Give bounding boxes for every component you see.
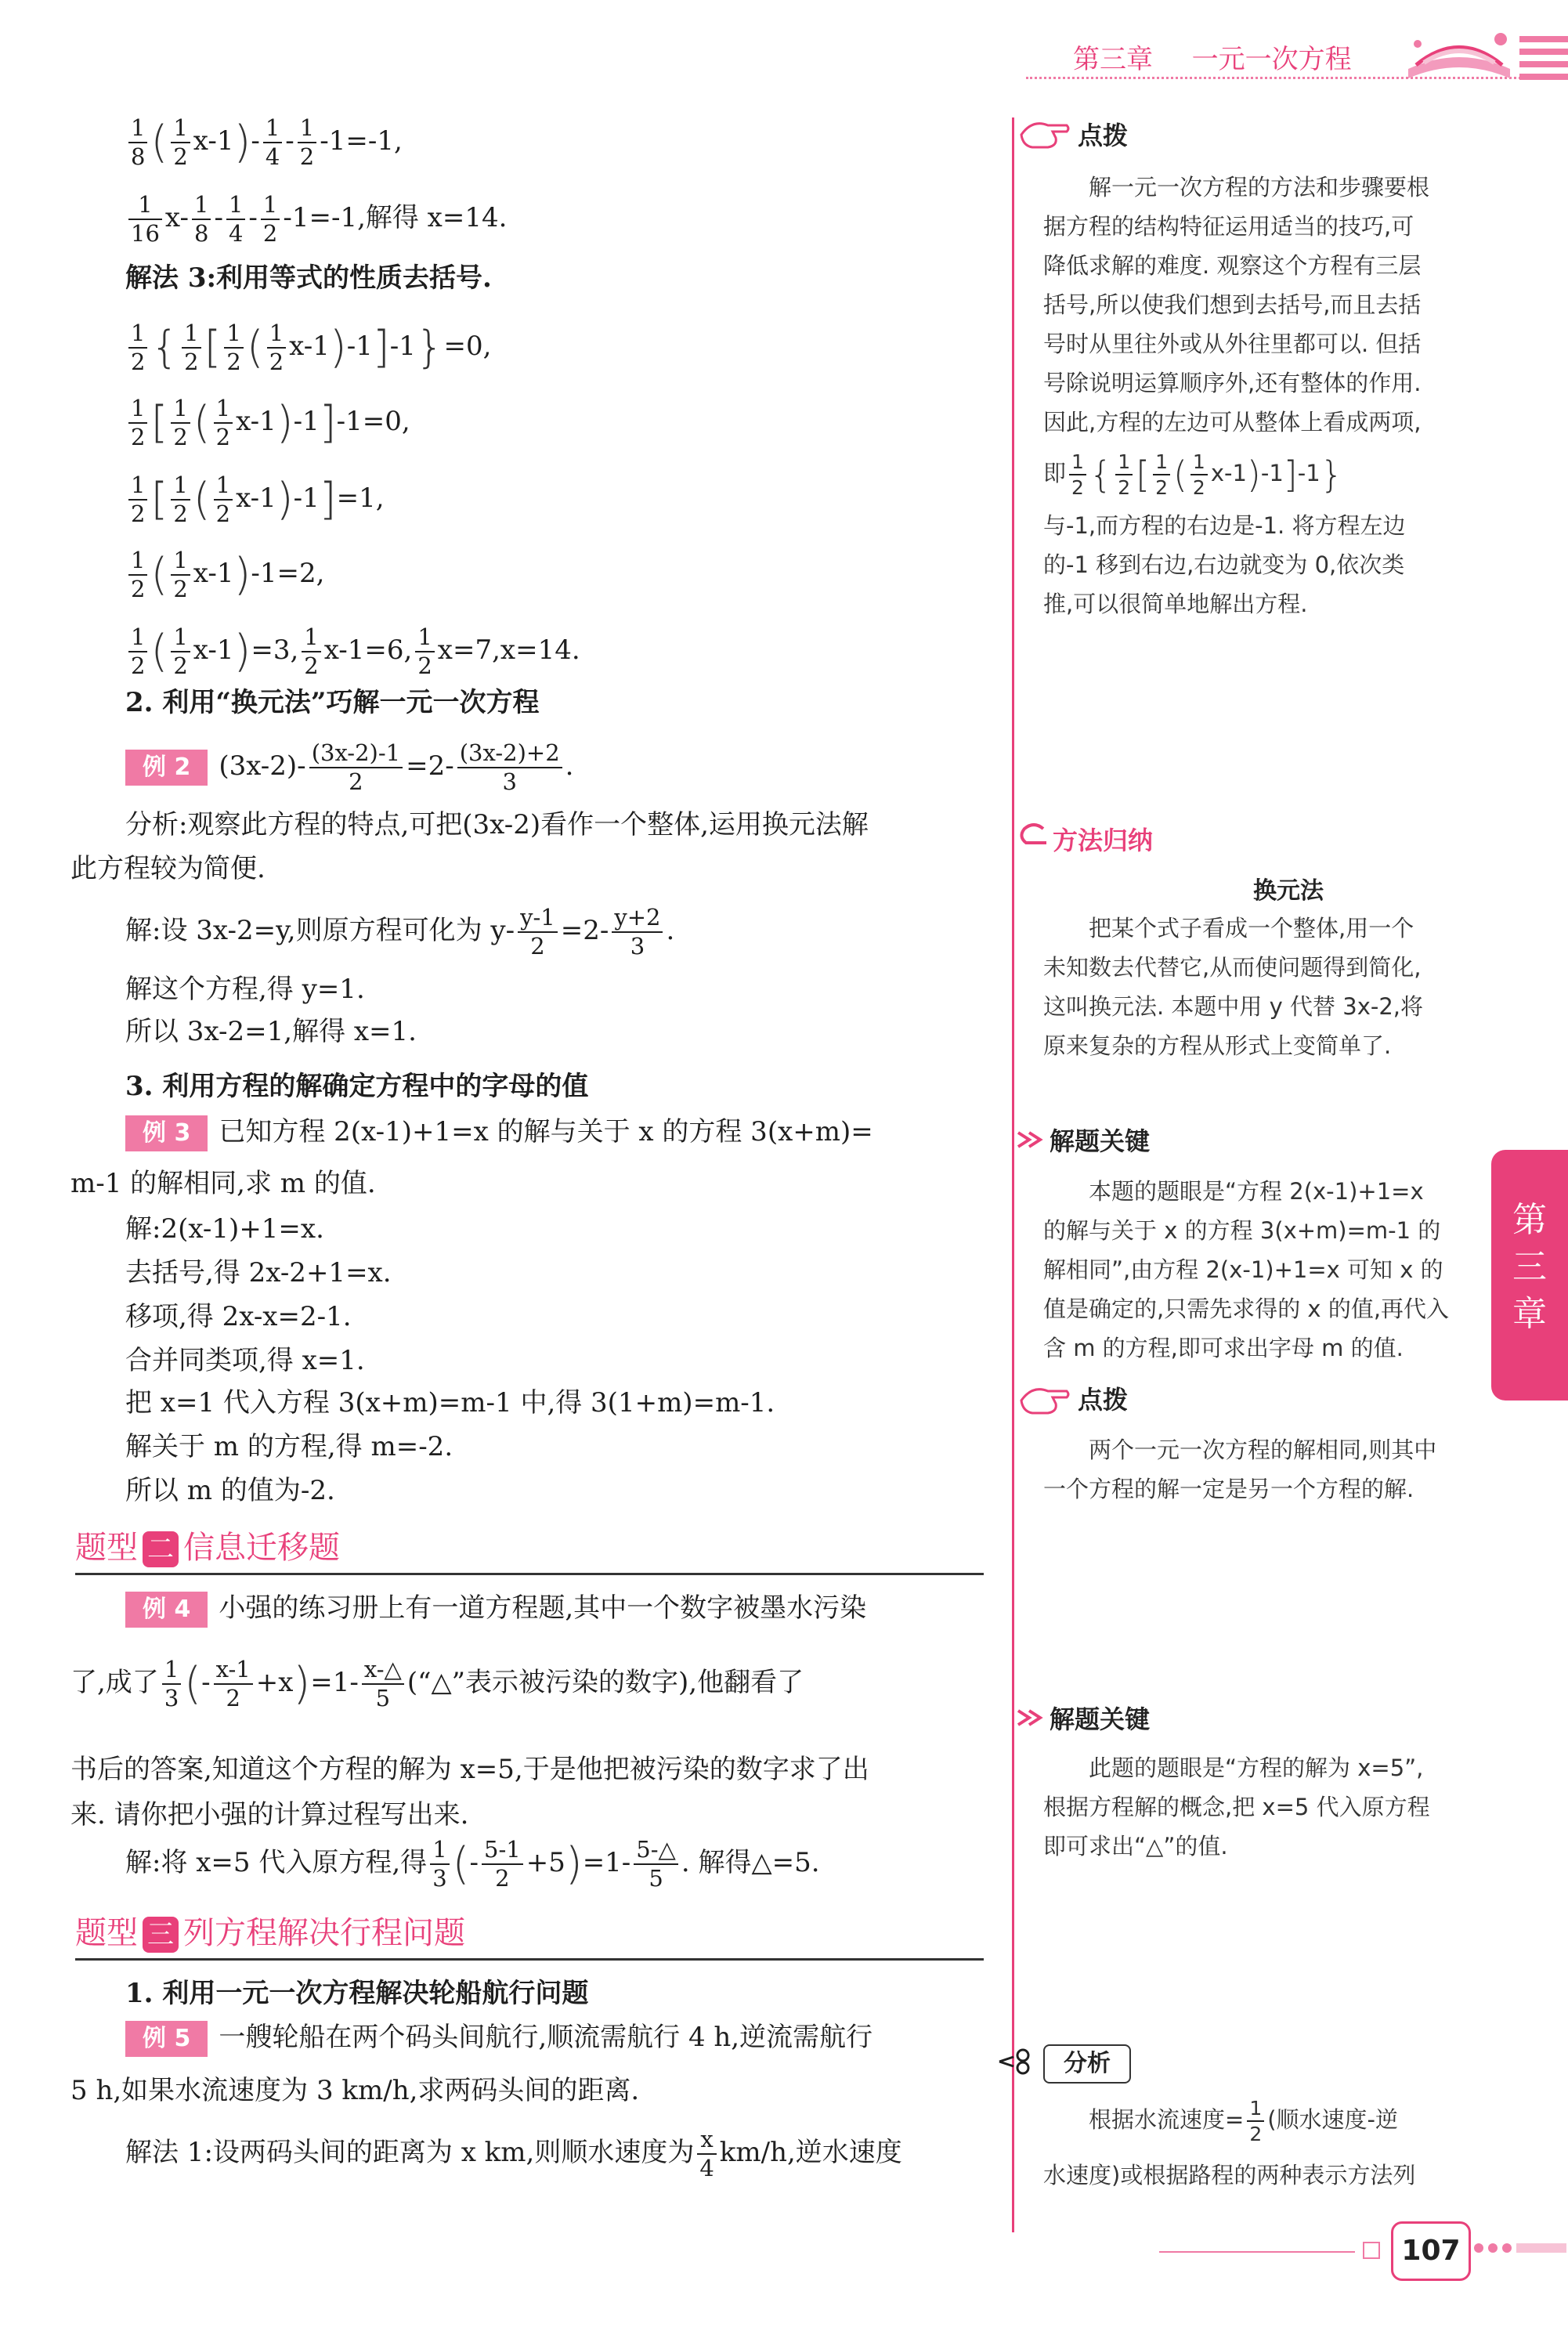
example-3-line-2: m-1 的解相同,求 m 的值. [70, 1168, 376, 1199]
example-5-line-1: 例 5 一艘轮船在两个码头间航行,顺流需航行 4 h,逆流需航行 [125, 2018, 873, 2057]
solution-3-line-2: 去括号,得 2x-2+1=x. [125, 1257, 392, 1288]
solution-3-line-1: 解:2(x-1)+1=x. [125, 1213, 324, 1245]
pointing-hand-icon [1017, 111, 1071, 158]
hint-1-line-10: 推,可以很简单地解出方程. [1043, 591, 1308, 617]
type-2-heading: 题型 二 信息迁移题 [75, 1523, 984, 1575]
solution-2-line-2: 解这个方程,得 y=1. [125, 974, 365, 1005]
column-divider [1012, 117, 1014, 2232]
solution-3-line-4: 合并同类项,得 x=1. [125, 1345, 365, 1376]
key-1-line-3: 解相同”,由方程 2(x-1)+1=x 可知 x 的 [1043, 1256, 1443, 1283]
solution-5-line-1: 解法 1:设两码头间的距离为 x km,则顺水速度为 $\frac{x}{4}$ km/h,逆水速度 [125, 2126, 902, 2181]
example-4-line-4: 来. 请你把小强的计算过程写出来. [70, 1799, 469, 1831]
hint-1-line-8: 与-1,而方程的右边是-1. 将方程左边 [1043, 512, 1406, 539]
hint-1-line-7: 因此,方程的左边可从整体上看成两项, [1043, 409, 1422, 436]
example-4-line-1: 例 4 小强的练习册上有一道方程题,其中一个数字被墨水污染 [125, 1588, 866, 1628]
key-2-line-1: 此题的题眼是“方程的解为 x=5”, [1089, 1755, 1424, 1781]
hint-1-line-4: 括号,所以使我们想到去括号,而且去括 [1043, 291, 1422, 318]
solution-3-line-7: 所以 m 的值为-2. [125, 1475, 335, 1506]
example-4-tag: 例 4 [125, 1592, 208, 1628]
analysis-2-line-2: 此方程较为简便. [70, 853, 266, 884]
analysis-title-box [1043, 2044, 1131, 2084]
key-1-line-4: 值是确定的,只需先求得的 x 的值,再代入 [1043, 1296, 1450, 1322]
scissors-icon [996, 2046, 1040, 2077]
hint-1-line-3: 降低求解的难度. 观察这个方程有三层 [1043, 252, 1422, 279]
example-4-line-3: 书后的答案,知道这个方程的解为 x=5,于是他把被污染的数字求了出 [70, 1754, 869, 1785]
analysis-line-2: 水速度)或根据路程的两种表示方法列 [1043, 2162, 1416, 2188]
example-2-tag: 例 2 [125, 750, 208, 786]
solution-3-line-3: 移项,得 2x-x=2-1. [125, 1301, 352, 1332]
m3-line-5: $\frac{1}{2}$ ( $\frac{1}{2}$ x-1)=3, $\frac{1}{2}$ x-1=6, $\frac{1}{2}$ x=7,x=14. [125, 625, 580, 678]
solution-3-line-6: 解关于 m 的方程,得 m=-2. [125, 1431, 453, 1462]
page-number: 107 [1401, 2235, 1461, 2267]
eq-line-2: $\frac{1}{16}$ x- $\frac{1}{8}$ - $\frac{1}{4}$ - $\frac{1}{2}$ -1=-1,解得 x=14. [125, 193, 507, 245]
footer-dots [1472, 2237, 1566, 2268]
analysis-2-line-1: 分析:观察此方程的特点,可把(3x-2)看作一个整体,运用换元法解 [125, 809, 869, 840]
method-swirl-icon [1015, 818, 1051, 854]
solution-2-line-1: 解:设 3x-2=y,则原方程可化为 y- $\frac{y-1}{2}$ =2- $\frac{y+2}{3}$ . [125, 904, 675, 960]
hint-1-title: 点拨 [1078, 121, 1129, 150]
m3-line-3: $\frac{1}{2}$ [ $\frac{1}{2}$ ( $\frac{1}{2}$ x-1)-1]=1, [125, 473, 385, 526]
hint-1-line-5: 号时从里往外或从外往里都可以. 但括 [1043, 331, 1422, 357]
method-line-4: 原来复杂的方程从形式上变简单了. [1043, 1032, 1392, 1059]
key-2-line-3: 即可求出“△”的值. [1043, 1833, 1228, 1860]
example-5-line-2: 5 h,如果水流速度为 3 km/h,求两码头间的距离. [70, 2075, 640, 2106]
book-icon [1400, 22, 1518, 92]
hint-2-title: 点拨 [1078, 1385, 1129, 1415]
example-4-line-2: 了,成了 $\frac{1}{3}$ (- $\frac{x-1}{2}$ +x)=1- $\frac{x-\triangle}{5}$ (“△”表示被污染的数字),他翻看了 [70, 1656, 804, 1711]
hint-1-formula: 即 $\frac{1}{2}$ { $\frac{1}{2}$ [ $\frac{1}{2}$ ( $\frac{1}{2}$ x-1)-1]-1} [1043, 450, 1343, 499]
analysis-title: 分析 [1064, 2050, 1111, 2077]
key-1-line-1: 本题的题眼是“方程 2(x-1)+1=x [1089, 1178, 1424, 1205]
method-line-1: 把某个式子看成一个整体,用一个 [1089, 915, 1414, 941]
pointing-hand-icon [1017, 1377, 1071, 1424]
hint-1-line-1: 解一元一次方程的方法和步骤要根 [1089, 174, 1430, 201]
hint-2-line-2: 一个方程的解一定是另一个方程的解. [1043, 1476, 1414, 1502]
header-right-stripes [1519, 31, 1568, 86]
method-subtitle: 换元法 [1253, 877, 1324, 905]
header-bar [1026, 31, 1568, 88]
footer-square [1363, 2242, 1380, 2259]
eq-line-2-tail: -1=-1,解得 x=14. [283, 202, 508, 233]
hint-1-line-2: 据方程的结构特征运用适当的技巧,可 [1043, 213, 1414, 240]
example-2: 例 2 (3x-2)- $\frac{(3x-2)-1}{2}$ =2- $\frac{(3x-2)+2}{3}$ . [125, 741, 573, 793]
m3-line-1: $\frac{1}{2}$ { $\frac{1}{2}$ [ $\frac{1}{2}$ ( $\frac{1}{2}$ x-1)-1]-1}=0, [125, 321, 491, 374]
hint-2-line-1: 两个一元一次方程的解相同,则其中 [1089, 1437, 1437, 1463]
method-line-2: 未知数去代替它,从而使问题得到简化, [1043, 954, 1422, 981]
key-1-line-2: 的解与关于 x 的方程 3(x+m)=m-1 的 [1043, 1217, 1441, 1244]
example-3-tag: 例 3 [125, 1115, 208, 1151]
key-2-line-2: 根据方程解的概念,把 x=5 代入原方程 [1043, 1794, 1430, 1820]
subheading-3: 3. 利用方程的解确定方程中的字母的值 [125, 1071, 589, 1102]
footer-line [1159, 2251, 1355, 2253]
hint-1-line-6: 号除说明运算顺序外,还有整体的作用. [1043, 370, 1422, 396]
header-chapter-number: 第三章 [1073, 44, 1153, 75]
eq-line-1: $\frac{1}{8}$ ( $\frac{1}{2}$ x-1)- $\frac{1}{4}$ - $\frac{1}{2}$ -1=-1, [125, 116, 403, 168]
solution-4: 解:将 x=5 代入原方程,得 $\frac{1}{3}$ (- $\frac{5-1}{2}$ +5)=1- $\frac{5-\triangle}{5}$ . 解得△=5. [125, 1836, 820, 1892]
key-2-title: 解题关键 [1050, 1704, 1151, 1734]
page-number-box [1391, 2221, 1471, 2281]
header-chapter-title: 一元一次方程 [1191, 44, 1352, 75]
example-5-tag: 例 5 [125, 2021, 208, 2057]
subheading-2: 2. 利用“换元法”巧解一元一次方程 [125, 687, 540, 718]
type-3-heading: 题型 三 列方程解决行程问题 [75, 1908, 984, 1961]
m3-line-2: $\frac{1}{2}$ [ $\frac{1}{2}$ ( $\frac{1}{2}$ x-1)-1]-1=0, [125, 396, 410, 449]
solution-2-line-3: 所以 3x-2=1,解得 x=1. [125, 1016, 417, 1047]
key-1-line-5: 含 m 的方程,即可求出字母 m 的值. [1043, 1335, 1404, 1361]
method-title: 方法归纳 [1053, 826, 1154, 855]
solution-3-line-5: 把 x=1 代入方程 3(x+m)=m-1 中,得 3(1+m)=m-1. [125, 1387, 775, 1419]
m3-line-4: $\frac{1}{2}$ ( $\frac{1}{2}$ x-1)-1=2, [125, 548, 324, 601]
example-3-line-1: 例 3 已知方程 2(x-1)+1=x 的解与关于 x 的方程 3(x+m)= [125, 1112, 873, 1151]
chapter-side-tab-label: 第三章 [1512, 1200, 1547, 1334]
header-chapter [1073, 38, 1352, 76]
double-arrow-icon [1015, 1706, 1048, 1729]
subheading-4: 1. 利用一元一次方程解决轮船航行问题 [125, 1978, 589, 2009]
hint-1-line-9: 的-1 移到右边,右边就变为 0,依次类 [1043, 551, 1405, 578]
double-arrow-icon [1015, 1128, 1048, 1151]
analysis-line-1: 根据水流速度= $\frac{1}{2}$ (顺水速度-逆 [1089, 2097, 1398, 2145]
eq-line-1-tail: =-1, [345, 125, 403, 157]
method-3-heading: 解法 3:利用等式的性质去括号. [125, 262, 492, 294]
chapter-side-tab [1491, 1150, 1568, 1401]
key-1-title: 解题关键 [1050, 1126, 1151, 1156]
method-line-3: 这叫换元法. 本题中用 y 代替 3x-2,将 [1043, 993, 1424, 1020]
